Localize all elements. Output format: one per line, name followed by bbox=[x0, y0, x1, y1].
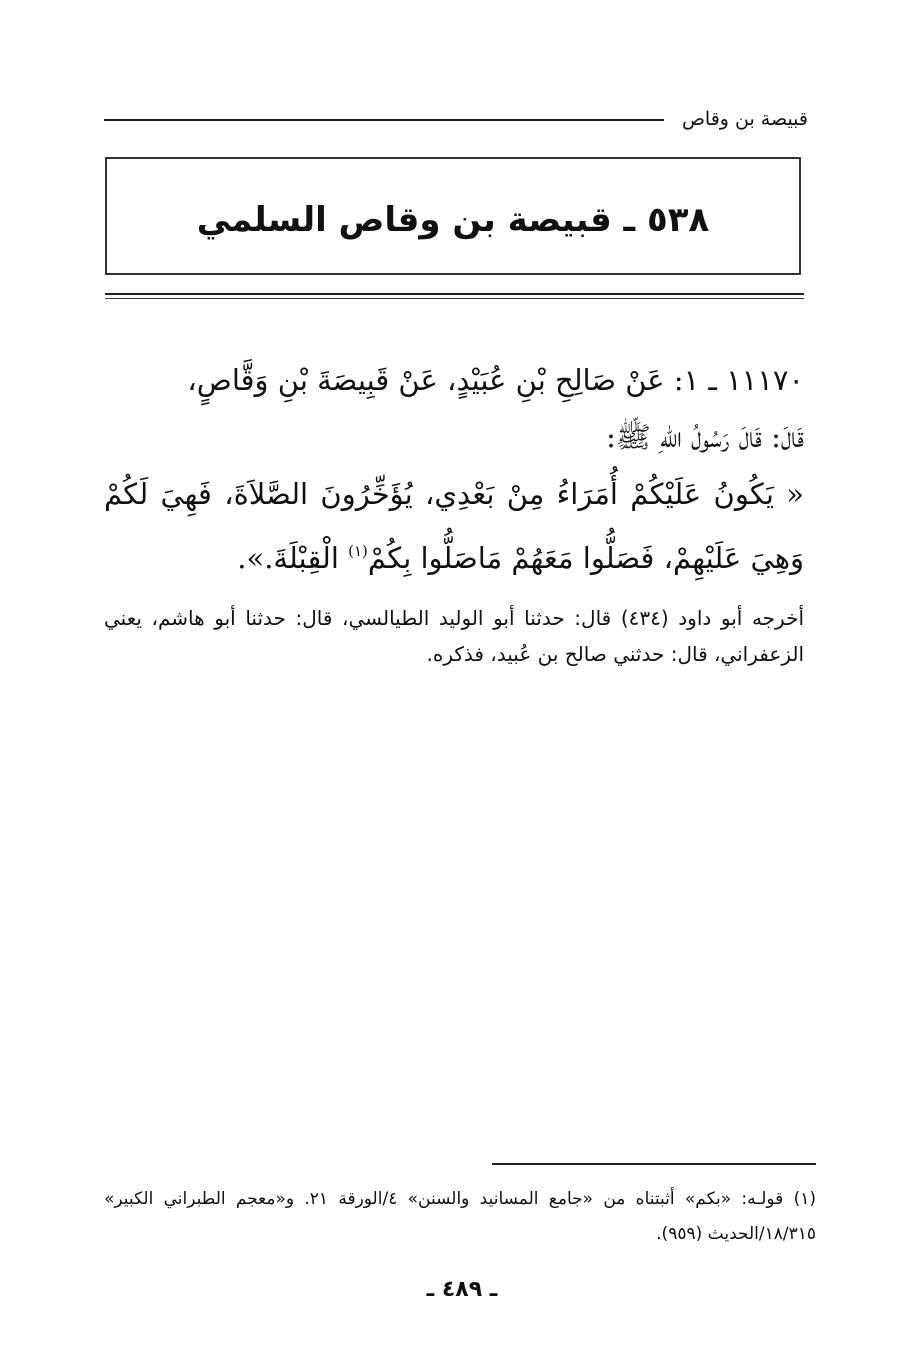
isnad-line-1: ١١١٧٠ ـ ١: عَنْ صَالِحِ بْنِ عُبَيْدٍ، عَنْ قَبِيصَةَ بْنِ وَقَّاصٍ، bbox=[187, 363, 804, 397]
running-head-text: قبيصة بن وقاص bbox=[681, 108, 808, 130]
footnote-divider bbox=[492, 1163, 816, 1165]
running-head bbox=[104, 104, 808, 144]
chapter-title-box bbox=[105, 157, 801, 275]
chapter-title: ٥٣٨ ـ قبيصة بن وقاص السلمي bbox=[196, 200, 710, 240]
matn-part-1: « يَكُونُ عَلَيْكُمْ أُمَرَاءُ مِنْ بَعْدِي، يُؤَخِّرُونَ الصَّلاَةَ، فَهِيَ لَكُمْ وَهِيَ عَلَيْهِمْ، فَصَلُّوا مَعَهُمْ مَاصَلُّوا بِكُمْ bbox=[104, 477, 804, 575]
isnad-line-2: قَالَ: قَالَ رَسُولُ اللهِ ﷺ: bbox=[606, 420, 804, 454]
footnote: (١) قولـه: «بكم» أثبتناه من «جامع المسانيد والسنن» ٤/الورقة ٢١. و«معجم الطبراني الكبير» ١٨/٣١٥/الحديث (٩٥٩). bbox=[104, 1189, 816, 1244]
title-divider-thick bbox=[105, 293, 804, 295]
takhrij-paragraph: أخرجه أبو داود (٤٣٤) قال: حدثنا أبو الوليد الطيالسي، قال: حدثنا أبو هاشم، يعني الزعفراني، قال: حدثني صالح بن عُبيد، فذكره. bbox=[104, 606, 805, 666]
footnote-marker: (١) bbox=[348, 542, 368, 560]
running-head-rule bbox=[104, 119, 664, 121]
matn-part-2: الْقِبْلَةَ.». bbox=[237, 541, 349, 575]
page-number: ـ ٤٨٩ ـ bbox=[426, 1277, 498, 1302]
title-divider-thin bbox=[105, 298, 804, 299]
hadith-matn bbox=[104, 466, 804, 587]
hadith-text bbox=[104, 352, 804, 587]
